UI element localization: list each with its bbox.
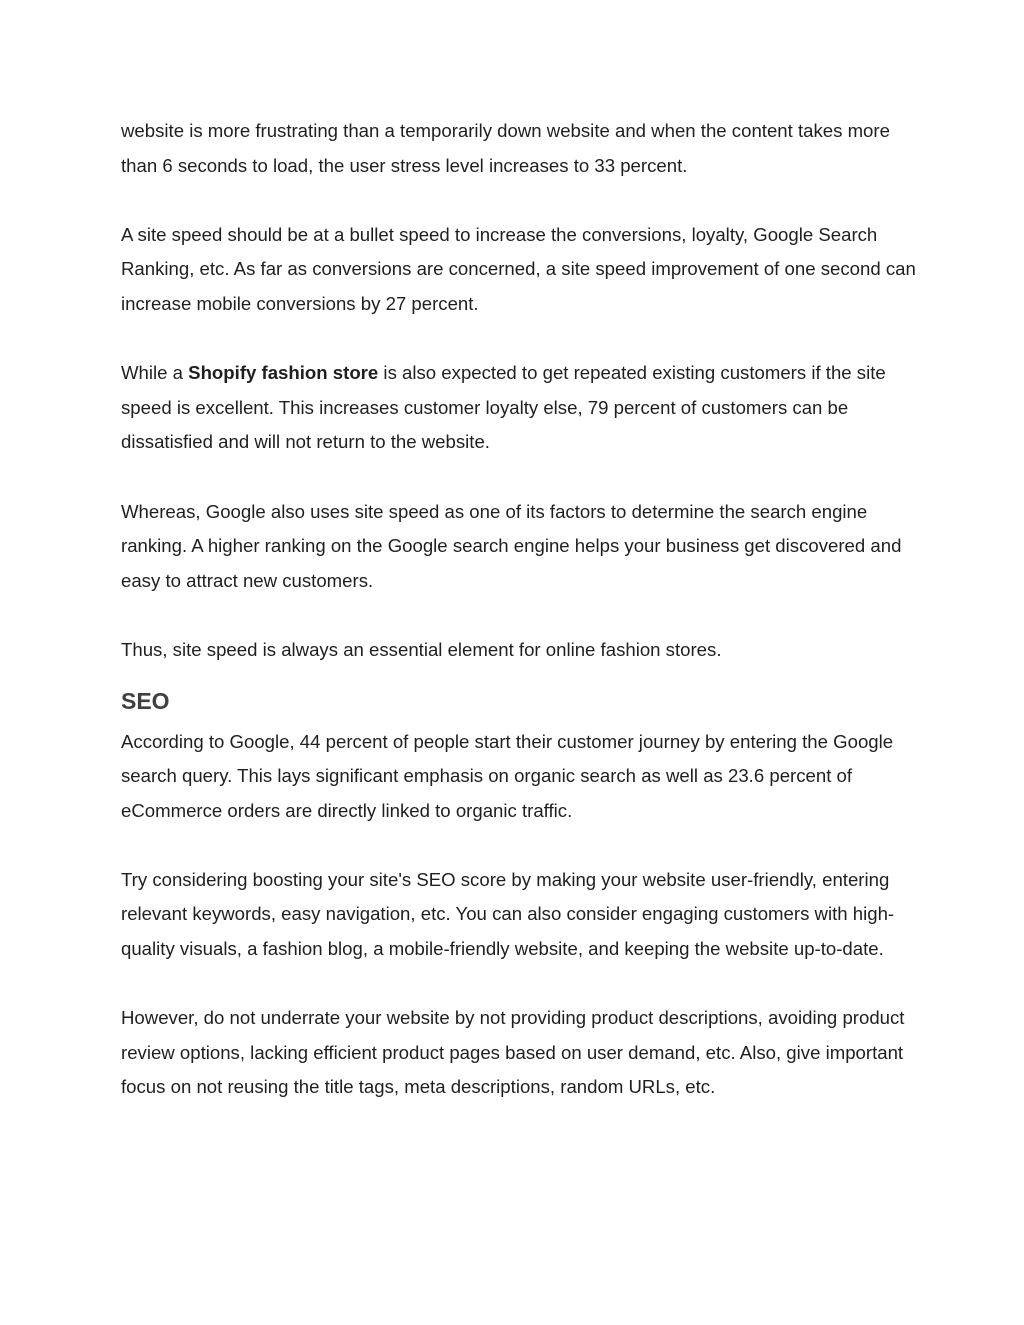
paragraph-loyalty-rest: is also expected to get repeated existing customers if the site speed is excellent. This increases customer loyalty else, 79 percent of customers can be dissatisfied and will not return to the website. bbox=[121, 362, 886, 453]
paragraph-customer-journey: According to Google, 44 percent of people start their customer journey by entering the Google search query. This lays significant emphasis on organic search as well as 23.6 percent of eCommerce orders are directly linked to organic traffic. bbox=[121, 730, 894, 821]
paragraph-product-descriptions: However, do not underrate your website by not providing product descriptions, avoiding product review options, lacking efficient product pages based on user demand, etc. Also, give important focus on not reusing the title tags, meta descriptions, random URLs, etc. bbox=[121, 1007, 905, 1098]
paragraph-search-ranking: Whereas, Google also uses site speed as one of its factors to determine the search engine ranking. A higher ranking on the Google search engine helps your business get discovered and easy to attract new customers. bbox=[121, 500, 902, 591]
paragraph-seo-score: Try considering boosting your site's SEO score by making your website user-friendly, entering relevant keywords, easy navigation, etc. You can also consider engaging customers with high-quality visuals, a fashion blog, a mobile-friendly website, and keeping the website up-to-date. bbox=[121, 868, 895, 960]
paragraph-site-speed-conversions: A site speed should be at a bullet speed to increase the conversions, loyalty, Google Search Ranking, etc. As far as conversions are concerned, a site speed improvement of one second can increase mobile conversions by 27 percent. bbox=[121, 223, 916, 314]
paragraph-customer-loyalty bbox=[121, 356, 921, 460]
paragraph-loyalty-intro: While a bbox=[121, 362, 189, 384]
document-page bbox=[121, 114, 921, 1140]
paragraph-site-speed-summary: Thus, site speed is always an essential element for online fashion stores. bbox=[121, 638, 722, 660]
section-heading-seo: SEO bbox=[121, 687, 170, 714]
paragraph-stress-level: website is more frustrating than a temporarily down website and when the content takes more than 6 seconds to load, the user stress level increases to 33 percent. bbox=[121, 120, 890, 176]
shopify-fashion-store-emphasis: Shopify fashion store bbox=[188, 362, 379, 384]
